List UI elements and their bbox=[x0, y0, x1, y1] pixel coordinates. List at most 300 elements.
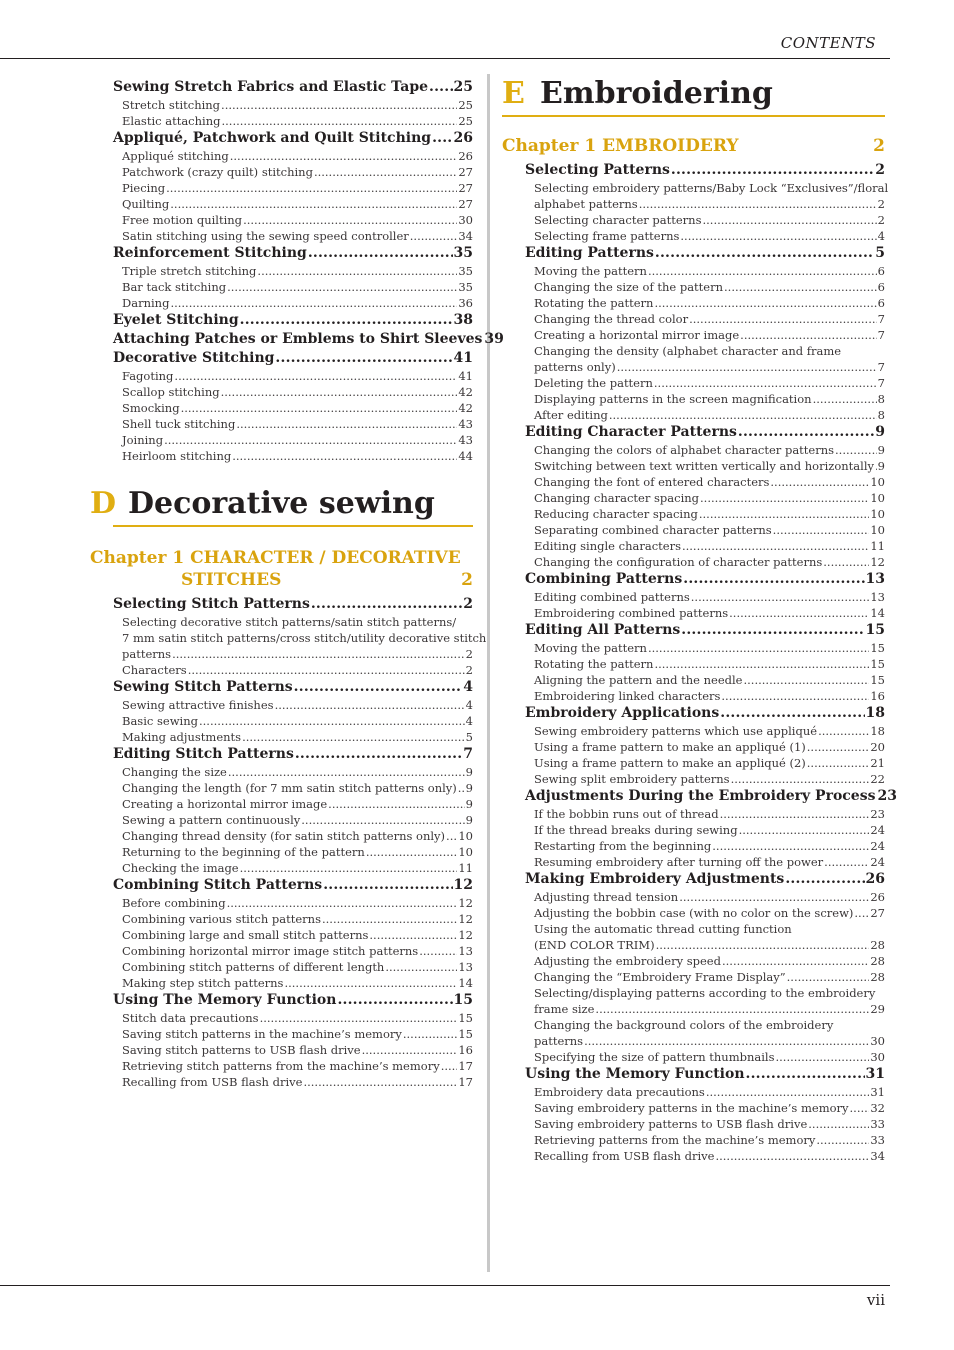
toc-section[interactable] bbox=[113, 678, 473, 697]
toc-item[interactable] bbox=[113, 432, 473, 448]
toc-section-title: Using the Memory Function bbox=[525, 1066, 745, 1082]
toc-page: 41 bbox=[458, 369, 473, 383]
toc-page: 15 bbox=[870, 673, 885, 687]
toc-item-title: After editing bbox=[534, 408, 608, 422]
toc-item[interactable] bbox=[113, 1026, 473, 1042]
toc-page: 26 bbox=[870, 890, 885, 904]
toc-item-title: Selecting character patterns bbox=[534, 213, 702, 227]
toc-item-title: Changing the “Embroidery Frame Display” bbox=[534, 970, 786, 984]
toc-item-title: Saving stitch patterns to USB flash drive bbox=[122, 1043, 361, 1057]
toc-item-title: Darning bbox=[122, 296, 170, 310]
toc-item[interactable] bbox=[113, 1042, 473, 1058]
toc-item[interactable] bbox=[502, 279, 885, 295]
toc-section[interactable] bbox=[502, 870, 885, 889]
toc-page: 13 bbox=[865, 571, 885, 587]
toc-item[interactable] bbox=[502, 672, 885, 688]
toc-section-title: Sewing Stitch Patterns bbox=[113, 679, 293, 695]
toc-page: 27 bbox=[458, 181, 473, 195]
column-divider bbox=[487, 74, 490, 1272]
toc-page: 2 bbox=[877, 197, 885, 211]
toc-page: 4 bbox=[877, 229, 885, 243]
toc-item-title: alphabet patterns bbox=[534, 197, 638, 211]
toc-section[interactable] bbox=[113, 745, 473, 764]
toc-page: 29 bbox=[870, 1002, 885, 1016]
toc-item[interactable] bbox=[502, 375, 885, 391]
toc-item-title: patterns only) bbox=[534, 360, 616, 374]
toc-item-title: Free motion quilting bbox=[122, 213, 243, 227]
toc-item-title: Using a frame pattern to make an appliqué (1) bbox=[534, 740, 806, 754]
toc-item[interactable] bbox=[502, 506, 885, 522]
toc-item-title: Moving the pattern bbox=[534, 264, 647, 278]
toc-item[interactable] bbox=[113, 400, 473, 416]
toc-page: 28 bbox=[870, 938, 885, 952]
toc-item[interactable] bbox=[113, 228, 473, 244]
toc-item[interactable] bbox=[502, 838, 885, 854]
toc-item[interactable] bbox=[113, 196, 473, 212]
toc-page: 12 bbox=[458, 896, 473, 910]
toc-item[interactable] bbox=[113, 1074, 473, 1090]
toc-item-title: Rotating the pattern bbox=[534, 657, 654, 671]
toc-item-title: Heirloom stitching bbox=[122, 449, 232, 463]
toc-page: 17 bbox=[458, 1075, 473, 1089]
toc-item-line: Selecting/displaying patterns according to the embroidery bbox=[534, 986, 876, 1000]
toc-item[interactable] bbox=[502, 589, 885, 605]
toc-page: 5 bbox=[875, 245, 885, 261]
part-d-heading bbox=[90, 486, 473, 527]
toc-item[interactable] bbox=[502, 905, 885, 921]
toc-item-title: Recalling from USB flash drive bbox=[534, 1149, 715, 1163]
toc-item-title: Adjusting the bobbin case (with no color on the screw) bbox=[534, 906, 854, 920]
toc-item[interactable] bbox=[113, 662, 473, 678]
toc-items bbox=[502, 1049, 885, 1065]
toc-page: 32 bbox=[870, 1101, 885, 1115]
right-column bbox=[502, 76, 897, 1164]
toc-page: 28 bbox=[870, 970, 885, 984]
toc-item-title: Sewing attractive finishes bbox=[122, 698, 274, 712]
toc-page: 15 bbox=[870, 641, 885, 655]
toc-page: 6 bbox=[877, 280, 885, 294]
toc-item[interactable] bbox=[113, 368, 473, 384]
toc-item-title: Returning to the beginning of the pattern bbox=[122, 845, 365, 859]
left-column bbox=[90, 78, 504, 1090]
toc-item[interactable] bbox=[502, 806, 885, 822]
toc-page: 27 bbox=[870, 906, 885, 920]
toc-item[interactable] bbox=[502, 969, 885, 985]
toc-item[interactable] bbox=[502, 688, 885, 704]
toc-item-title: Changing the size bbox=[122, 765, 227, 779]
toc-item[interactable] bbox=[113, 697, 473, 713]
toc-item-title: Bar tack stitching bbox=[122, 280, 227, 294]
toc-item-title: Changing the thread color bbox=[534, 312, 689, 326]
toc-item-title: Smocking bbox=[122, 401, 180, 415]
toc-page: 14 bbox=[870, 606, 885, 620]
toc-page: 12 bbox=[458, 928, 473, 942]
toc-section[interactable] bbox=[113, 349, 473, 368]
toc-item[interactable] bbox=[502, 554, 885, 570]
toc-item-title: If the thread breaks during sewing bbox=[534, 823, 738, 837]
toc-item-title: Resuming embroidery after turning off the power bbox=[534, 855, 824, 869]
toc-page: 33 bbox=[870, 1117, 885, 1131]
toc-item[interactable] bbox=[113, 212, 473, 228]
toc-page: 9 bbox=[465, 765, 473, 779]
part-letter: E bbox=[502, 76, 525, 111]
toc-page: 24 bbox=[870, 855, 885, 869]
toc-item-title: Deleting the pattern bbox=[534, 376, 653, 390]
toc-item[interactable] bbox=[502, 739, 885, 755]
toc-item[interactable] bbox=[502, 656, 885, 672]
toc-item[interactable] bbox=[502, 1001, 885, 1017]
toc-item[interactable] bbox=[502, 723, 885, 739]
toc-page: 31 bbox=[865, 1066, 885, 1082]
toc-item-title: Creating a horizontal mirror image bbox=[534, 328, 740, 342]
toc-page: 15 bbox=[458, 1027, 473, 1041]
toc-section[interactable] bbox=[502, 787, 897, 806]
toc-page: 43 bbox=[458, 433, 473, 447]
toc-item[interactable] bbox=[502, 295, 885, 311]
toc-item[interactable] bbox=[113, 895, 473, 911]
toc-section[interactable] bbox=[113, 330, 504, 349]
toc-item-title: Displaying patterns in the screen magnification bbox=[534, 392, 812, 406]
toc-item[interactable] bbox=[502, 937, 885, 953]
toc-section[interactable] bbox=[113, 78, 473, 97]
part-name: Decorative sewing bbox=[128, 486, 435, 521]
toc-items bbox=[502, 953, 885, 985]
toc-page: 27 bbox=[458, 165, 473, 179]
toc-page: 8 bbox=[877, 408, 885, 422]
toc-page: 20 bbox=[870, 740, 885, 754]
toc-page: 7 bbox=[463, 746, 473, 762]
toc-page: 12 bbox=[458, 912, 473, 926]
toc-page: 2 bbox=[877, 213, 885, 227]
toc-item-title: Reducing character spacing bbox=[534, 507, 698, 521]
toc-item[interactable] bbox=[502, 458, 885, 474]
toc-item-line: Changing the density (alphabet character and frame bbox=[534, 344, 842, 358]
toc-item-title: Restarting from the beginning bbox=[534, 839, 712, 853]
toc-item[interactable] bbox=[113, 148, 473, 164]
toc-item[interactable] bbox=[113, 812, 473, 828]
toc-item-title: Characters bbox=[122, 663, 187, 677]
toc-item[interactable] bbox=[113, 295, 473, 311]
toc-page: 34 bbox=[458, 229, 473, 243]
toc-page: 10 bbox=[870, 507, 885, 521]
footer-rule bbox=[0, 1285, 890, 1286]
toc-item[interactable] bbox=[502, 889, 885, 905]
toc-item[interactable] bbox=[502, 327, 885, 343]
toc-item-title: Changing the font of entered characters bbox=[534, 475, 770, 489]
toc-item[interactable] bbox=[502, 640, 885, 656]
toc-item[interactable] bbox=[113, 780, 473, 796]
toc-section-title: Eyelet Stitching bbox=[113, 312, 239, 328]
toc-item[interactable] bbox=[113, 764, 473, 780]
toc-section[interactable] bbox=[502, 704, 885, 723]
toc-item[interactable] bbox=[113, 943, 473, 959]
chapter-page: 2 bbox=[873, 136, 885, 156]
toc-item-title: Retrieving stitch patterns from the machine’s memory bbox=[122, 1059, 440, 1073]
toc-page: 13 bbox=[458, 944, 473, 958]
toc-item-line: Selecting decorative stitch patterns/satin stitch patterns/ bbox=[122, 615, 457, 629]
toc-page: 15 bbox=[458, 1011, 473, 1025]
toc-left-top bbox=[113, 78, 504, 464]
toc-page: 24 bbox=[870, 839, 885, 853]
toc-item-title: Satin stitching using the sewing speed controller bbox=[122, 229, 409, 243]
toc-item-title: patterns bbox=[534, 1034, 584, 1048]
toc-page: 2 bbox=[463, 596, 473, 612]
toc-section-title: Editing Patterns bbox=[525, 245, 654, 261]
toc-item-title: Elastic attaching bbox=[122, 114, 221, 128]
toc-item[interactable] bbox=[502, 490, 885, 506]
toc-item-title: Editing single characters bbox=[534, 539, 681, 553]
toc-section-title: Making Embroidery Adjustments bbox=[525, 871, 785, 887]
toc-item[interactable] bbox=[502, 822, 885, 838]
toc-item[interactable] bbox=[502, 1116, 885, 1132]
toc-item[interactable] bbox=[502, 407, 885, 423]
toc-section[interactable] bbox=[502, 621, 885, 640]
toc-item-title: Checking the image bbox=[122, 861, 239, 875]
toc-item-title: Piecing bbox=[122, 181, 166, 195]
toc-section[interactable] bbox=[113, 311, 473, 330]
toc-item[interactable] bbox=[502, 1132, 885, 1148]
toc-item[interactable] bbox=[502, 953, 885, 969]
toc-item[interactable] bbox=[502, 1084, 885, 1100]
toc-page: 13 bbox=[870, 590, 885, 604]
toc-page: 30 bbox=[458, 213, 473, 227]
toc-item[interactable] bbox=[113, 384, 473, 400]
toc-page: 7 bbox=[877, 376, 885, 390]
part-e-heading bbox=[502, 76, 885, 117]
toc-page: 41 bbox=[453, 350, 473, 366]
toc-item[interactable] bbox=[502, 1100, 885, 1116]
toc-item[interactable] bbox=[502, 474, 885, 490]
toc-page: 16 bbox=[870, 689, 885, 703]
toc-page: 9 bbox=[875, 424, 885, 440]
toc-item-title: Changing the configuration of character patterns bbox=[534, 555, 823, 569]
page-number: vii bbox=[866, 1291, 885, 1309]
chapter-page: 2 bbox=[461, 570, 473, 590]
toc-page: 6 bbox=[877, 264, 885, 278]
toc-page: 18 bbox=[870, 724, 885, 738]
toc-item[interactable] bbox=[113, 113, 473, 129]
toc-item-title: Joining bbox=[122, 433, 164, 447]
toc-item-title: Changing the colors of alphabet character patterns bbox=[534, 443, 835, 457]
toc-page: 44 bbox=[458, 449, 473, 463]
toc-section-title: Decorative Stitching bbox=[113, 350, 275, 366]
toc-section[interactable] bbox=[113, 244, 473, 263]
toc-page: 2 bbox=[465, 647, 473, 661]
toc-page: 18 bbox=[865, 705, 885, 721]
toc-section[interactable] bbox=[113, 876, 473, 895]
chapter-heading[interactable] bbox=[90, 547, 473, 591]
toc-item[interactable] bbox=[113, 959, 473, 975]
toc-page: 28 bbox=[870, 954, 885, 968]
toc-item-title: Specifying the size of pattern thumbnails bbox=[534, 1050, 775, 1064]
toc-page: 15 bbox=[453, 992, 473, 1008]
toc-item[interactable] bbox=[502, 311, 885, 327]
toc-section-title: Appliqué, Patchwork and Quilt Stitching bbox=[113, 130, 432, 146]
chapter-line-1: Chapter 1 CHARACTER / DECORATIVE bbox=[90, 548, 461, 568]
toc-item[interactable] bbox=[502, 263, 885, 279]
toc-item-title: Adjusting thread tension bbox=[534, 890, 679, 904]
toc-item[interactable] bbox=[502, 854, 885, 870]
toc-item[interactable] bbox=[113, 911, 473, 927]
toc-section-title: Embroidery Applications bbox=[525, 705, 720, 721]
toc-item[interactable] bbox=[113, 844, 473, 860]
toc-item-title: Using a frame pattern to make an appliqué (2) bbox=[534, 756, 806, 770]
toc-item-title: Appliqué stitching bbox=[122, 149, 229, 163]
toc-page: 23 bbox=[870, 807, 885, 821]
toc-item[interactable] bbox=[113, 97, 473, 113]
toc-item[interactable] bbox=[113, 164, 473, 180]
toc-page: 21 bbox=[870, 756, 885, 770]
toc-item[interactable] bbox=[113, 416, 473, 432]
toc-item-title: Rotating the pattern bbox=[534, 296, 654, 310]
toc-item[interactable] bbox=[113, 279, 473, 295]
toc-section-title: Selecting Stitch Patterns bbox=[113, 596, 310, 612]
toc-section-title: Editing Stitch Patterns bbox=[113, 746, 294, 762]
toc-items bbox=[502, 889, 885, 921]
toc-section[interactable] bbox=[502, 570, 885, 589]
toc-section-title: Using The Memory Function bbox=[113, 992, 337, 1008]
toc-page: 4 bbox=[463, 679, 473, 695]
toc-item[interactable] bbox=[113, 180, 473, 196]
toc-item-title: Aligning the pattern and the needle bbox=[534, 673, 743, 687]
toc-page: 27 bbox=[458, 197, 473, 211]
toc-page: 30 bbox=[870, 1034, 885, 1048]
toc-item[interactable] bbox=[113, 828, 473, 844]
toc-item[interactable] bbox=[502, 1148, 885, 1164]
toc-item[interactable] bbox=[502, 522, 885, 538]
toc-page: 9 bbox=[465, 797, 473, 811]
toc-item[interactable] bbox=[113, 263, 473, 279]
toc-item[interactable] bbox=[502, 359, 885, 375]
toc-item[interactable] bbox=[502, 755, 885, 771]
toc-item-title: Sewing split embroidery patterns bbox=[534, 772, 730, 786]
toc-item-title: Triple stretch stitching bbox=[122, 264, 257, 278]
toc-section[interactable] bbox=[502, 1065, 885, 1084]
toc-section[interactable] bbox=[502, 423, 885, 442]
toc-page: 9 bbox=[465, 781, 473, 795]
toc-page: 9 bbox=[877, 459, 885, 473]
toc-page: 9 bbox=[877, 443, 885, 457]
toc-section-title: Combining Stitch Patterns bbox=[113, 877, 323, 893]
toc-item-title: Combining large and small stitch patterns bbox=[122, 928, 369, 942]
toc-item-title: If the bobbin runs out of thread bbox=[534, 807, 719, 821]
toc-item[interactable] bbox=[502, 442, 885, 458]
toc-item-title: Combining stitch patterns of different length bbox=[122, 960, 385, 974]
toc-item-title: Saving embroidery patterns to USB flash drive bbox=[534, 1117, 808, 1131]
toc-section[interactable] bbox=[113, 595, 473, 614]
toc-page: 31 bbox=[870, 1085, 885, 1099]
toc-section-title: Adjustments During the Embroidery Process bbox=[525, 788, 876, 804]
toc-page: 35 bbox=[458, 280, 473, 294]
toc-item[interactable] bbox=[113, 975, 473, 991]
toc-item-title: Changing the size of the pattern bbox=[534, 280, 724, 294]
toc-item[interactable] bbox=[113, 927, 473, 943]
header-rule bbox=[0, 58, 890, 59]
toc-item[interactable] bbox=[113, 860, 473, 876]
toc-item-title: patterns bbox=[122, 647, 172, 661]
toc-item-title: Separating combined character patterns bbox=[534, 523, 772, 537]
toc-page: 42 bbox=[458, 385, 473, 399]
toc-page: 11 bbox=[458, 861, 473, 875]
toc-section-title: Editing Character Patterns bbox=[525, 424, 737, 440]
toc-item[interactable] bbox=[502, 1033, 885, 1049]
toc-section-title: Reinforcement Stitching bbox=[113, 245, 307, 261]
toc-page: 10 bbox=[870, 475, 885, 489]
toc-page: 12 bbox=[870, 555, 885, 569]
toc-item-line: 7 mm satin stitch patterns/cross stitch/utility decorative stitch bbox=[122, 631, 487, 645]
toc-section-title: Sewing Stretch Fabrics and Elastic Tape bbox=[113, 79, 429, 95]
toc-item-title: Changing the length (for 7 mm satin stitch patterns only) bbox=[122, 781, 457, 795]
toc-item[interactable] bbox=[502, 196, 885, 212]
toc-section[interactable] bbox=[113, 991, 473, 1010]
toc-item[interactable] bbox=[502, 1049, 885, 1065]
toc-item-title: Embroidering combined patterns bbox=[534, 606, 729, 620]
toc-item-title: Sewing a pattern continuously bbox=[122, 813, 301, 827]
toc-item[interactable] bbox=[113, 796, 473, 812]
toc-section-title: Selecting Patterns bbox=[525, 162, 670, 178]
toc-page: 23 bbox=[877, 788, 897, 804]
toc-item[interactable] bbox=[113, 1058, 473, 1074]
toc-item-line: Using the automatic thread cutting function bbox=[534, 922, 792, 936]
toc-item-title: Scallop stitching bbox=[122, 385, 220, 399]
toc-page: 10 bbox=[870, 523, 885, 537]
toc-page: 16 bbox=[458, 1043, 473, 1057]
toc-item-line: Selecting embroidery patterns/Baby Lock “Exclusives”/floral bbox=[534, 181, 889, 195]
toc-item[interactable] bbox=[502, 212, 885, 228]
toc-page: 4 bbox=[465, 714, 473, 728]
toc-item[interactable] bbox=[113, 448, 473, 464]
toc-item-line: Changing the background colors of the embroidery bbox=[534, 1018, 834, 1032]
toc-item[interactable] bbox=[502, 538, 885, 554]
toc-section[interactable] bbox=[113, 129, 473, 148]
toc-page: 43 bbox=[458, 417, 473, 431]
toc-item-title: Combining horizontal mirror image stitch patterns bbox=[122, 944, 419, 958]
toc-page: 10 bbox=[458, 845, 473, 859]
toc-page: 8 bbox=[877, 392, 885, 406]
toc-page: 30 bbox=[870, 1050, 885, 1064]
toc-section[interactable] bbox=[502, 244, 885, 263]
toc-page: 15 bbox=[865, 622, 885, 638]
toc-page: 17 bbox=[458, 1059, 473, 1073]
toc-item-title: frame size bbox=[534, 1002, 595, 1016]
toc-page: 7 bbox=[877, 312, 885, 326]
toc-item-title: Embroidering linked characters bbox=[534, 689, 721, 703]
toc-item-title: (END COLOR TRIM) bbox=[534, 938, 655, 952]
toc-page: 33 bbox=[870, 1133, 885, 1147]
toc-item[interactable] bbox=[502, 605, 885, 621]
toc-item[interactable] bbox=[502, 771, 885, 787]
toc-item[interactable] bbox=[113, 646, 473, 662]
toc-item-title: Stitch data precautions bbox=[122, 1011, 259, 1025]
toc-item-title: Making adjustments bbox=[122, 730, 242, 744]
toc-item-title: Changing thread density (for satin stitch patterns only) bbox=[122, 829, 446, 843]
toc-page: 12 bbox=[453, 877, 473, 893]
toc-section[interactable] bbox=[502, 161, 885, 180]
toc-item-title: Embroidery data precautions bbox=[534, 1085, 705, 1099]
chapter-line-2: STITCHES bbox=[181, 570, 282, 590]
running-header: CONTENTS bbox=[780, 34, 876, 52]
toc-item[interactable] bbox=[113, 729, 473, 745]
toc-item[interactable] bbox=[502, 228, 885, 244]
toc-item[interactable] bbox=[502, 391, 885, 407]
toc-item-title: Switching between text written vertically and horizontally bbox=[534, 459, 875, 473]
toc-item[interactable] bbox=[113, 1010, 473, 1026]
chapter-heading[interactable] bbox=[502, 135, 885, 157]
toc-item[interactable] bbox=[113, 713, 473, 729]
toc-page: 13 bbox=[458, 960, 473, 974]
toc-page: 7 bbox=[877, 328, 885, 342]
toc-page: 26 bbox=[453, 130, 473, 146]
